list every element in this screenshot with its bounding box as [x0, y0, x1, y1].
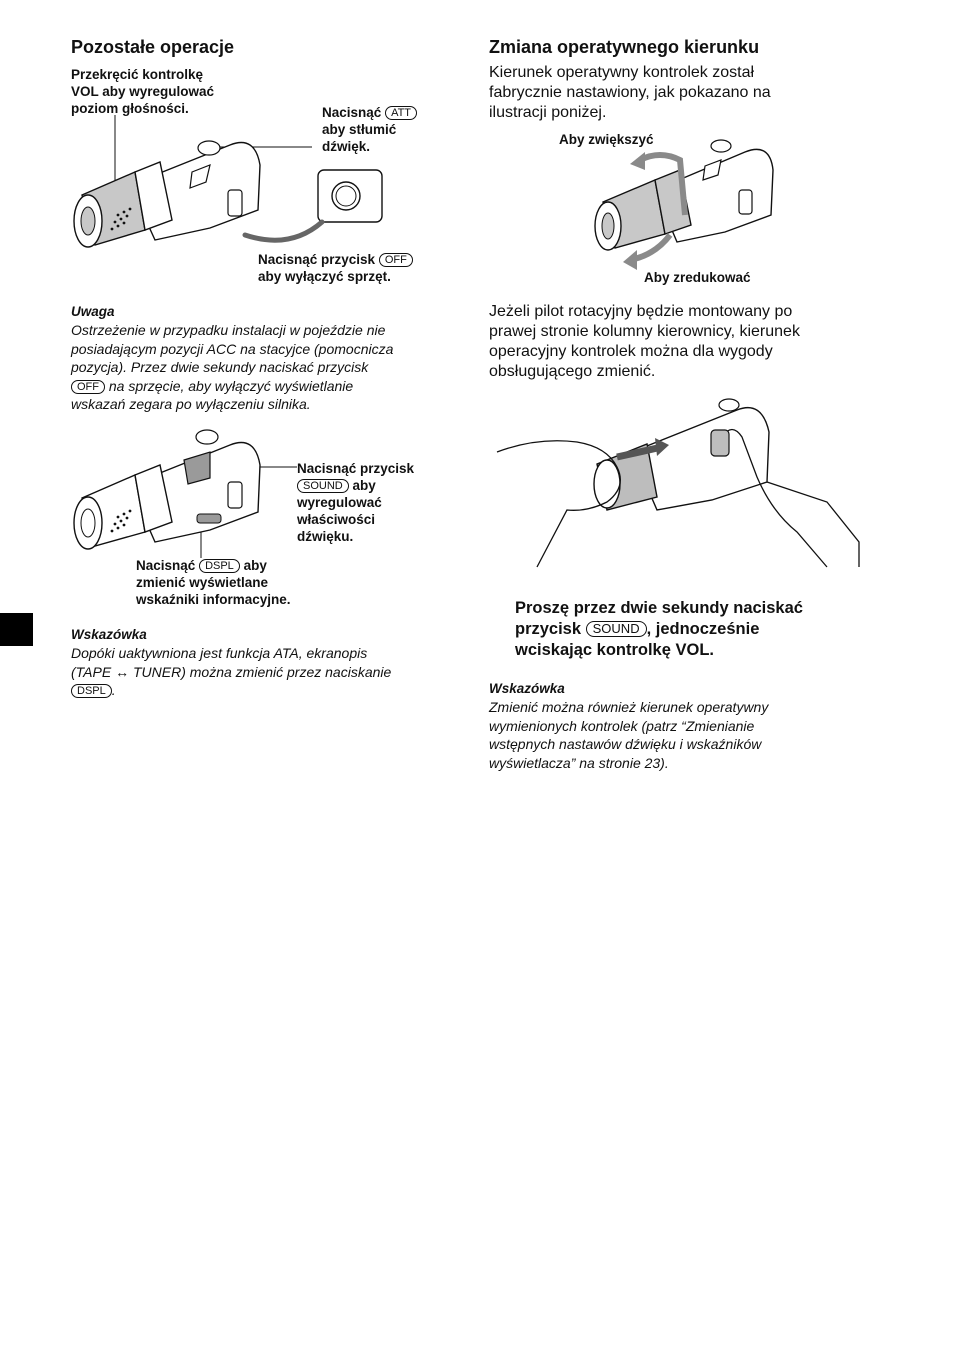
tip-title-right: Wskazówka: [489, 681, 565, 696]
tip-block-right: Wskazówka Zmienić można również kierunek operatywny wymienionych kontrolek (patrz “Zmienianie wstępnych nastawów dźwięku i wskaźników wyświetlacza” na stronie 23).: [489, 680, 889, 772]
intro-paragraph: Kierunek operatywny kontrolek został fabrycznie nastawiony, jak pokazano na ilustracji poniżej.: [489, 64, 771, 121]
note-off-key: OFF: [71, 380, 105, 394]
increase-label: Aby zwiększyć: [559, 132, 654, 147]
instruction-step: Proszę przez dwie sekundy naciskać przycisk SOUND , jednocześnie wciskając kontrolkę VOL.: [515, 599, 803, 659]
section-heading-direction: Zmiana operatywnego kierunku: [489, 37, 760, 57]
tip-title-left: Wskazówka: [71, 627, 147, 642]
remote-illustration-1: [60, 110, 400, 260]
hands-illustration: [497, 392, 862, 572]
tip-block-left: Wskazówka Dopóki uaktywniona jest funkcja ATA, ekranopis (TAPE ↔ TUNER) można zmienić przez naciskanie DSPL .: [71, 626, 461, 700]
att-label: Nacisnąć ATT aby stłumić dźwięk.: [322, 104, 462, 155]
remote-illustration-3: [585, 130, 775, 270]
dspl-label: Nacisnąć DSPL aby zmienić wyświetlane wskaźniki informacyjne.: [136, 558, 291, 607]
note-block: Uwaga Ostrzeżenie w przypadku instalacji w pojeździe nie posiadającym pozycji ACC na stacyjce (pomocnicza pozycja). Przez dwie sekundy naciskać przycisk OFF na sprzęcie, aby wyłączyć wyświetlanie wskazań zegara po wyłączeniu silnika.: [71, 303, 461, 414]
off-label: Nacisnąć przycisk OFF aby wyłączyć sprzęt.: [258, 251, 488, 285]
instruction-sound-key: SOUND: [586, 621, 647, 637]
remote-illustration-2: [60, 420, 300, 560]
sound-label: Nacisnąć przycisk SOUND aby wyregulować właściwości dźwięku.: [297, 461, 415, 544]
tip-dspl-key: DSPL: [71, 684, 112, 698]
section-heading-other-operations: Pozostałe operacje: [71, 37, 235, 57]
right-mount-paragraph: Jeżeli pilot rotacyjny będzie montowany po prawej stronie kolumny kierownicy, kierunek operacyjny kontrolek można dla wygody obsługującego zmienić.: [489, 303, 800, 380]
note-title: Uwaga: [71, 304, 115, 319]
dspl-key: DSPL: [199, 559, 240, 573]
sound-key: SOUND: [297, 479, 349, 493]
decrease-label: Aby zredukować: [644, 270, 751, 285]
att-key: ATT: [385, 106, 417, 120]
double-arrow-icon: ↔: [115, 663, 130, 680]
page-edge-tab: [0, 613, 33, 646]
vol-label: Przekręcić kontrolkę VOL aby wyregulować poziom głośności.: [71, 67, 215, 116]
off-key: OFF: [379, 253, 413, 267]
